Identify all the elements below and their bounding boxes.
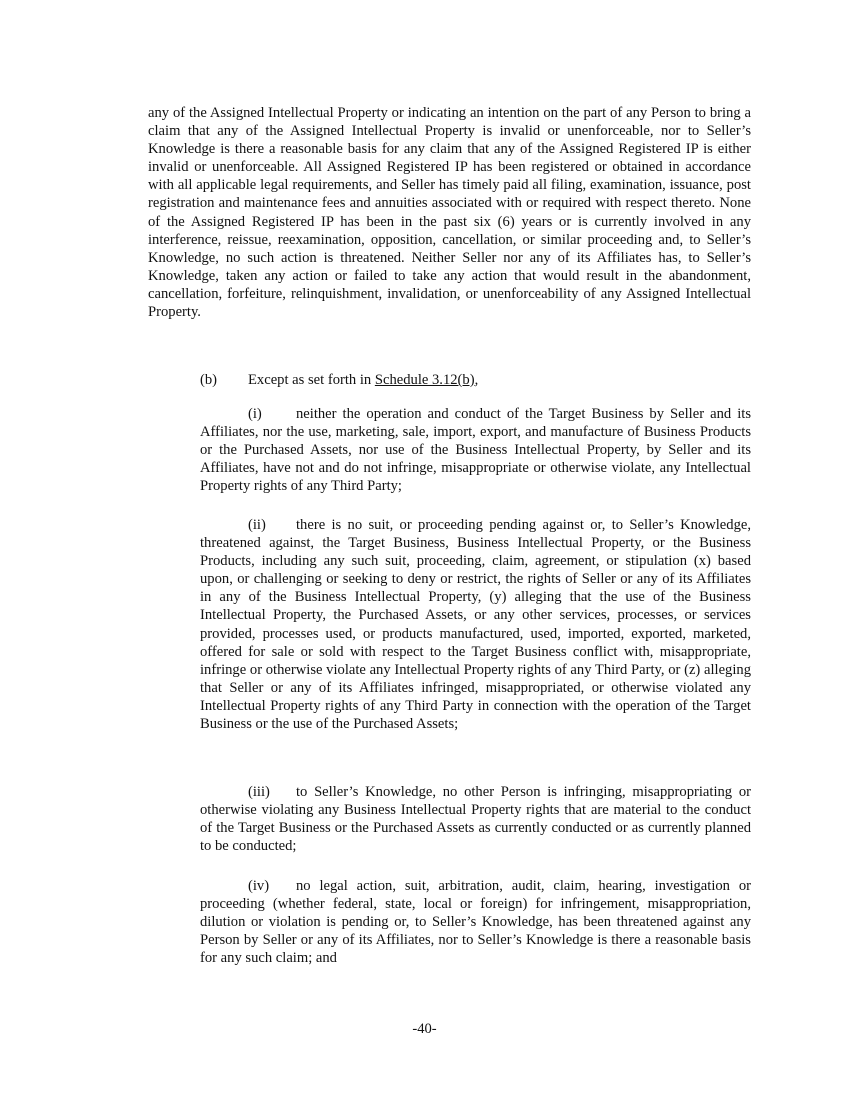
section-b-text: Except as set forth in <box>248 372 375 388</box>
section-b-heading <box>200 371 751 389</box>
section-b-label: (b) <box>200 372 218 388</box>
schedule-reference: Schedule 3.12(b) <box>374 372 475 388</box>
list-item-label: (iii) <box>248 784 270 800</box>
list-item-text: to Seller’s Knowledge, no other Person is infringing, misappropriating or otherwise violating any Business Intellectual Property rights that are material to the conduct of the Target Business or the Purchased Assets as currently conducted or as currently planned to be conducted; <box>200 784 751 855</box>
list-item-iv <box>200 877 751 967</box>
list-item-label: (ii) <box>248 517 266 533</box>
list-item-label: (i) <box>248 406 262 422</box>
list-item-i <box>200 405 751 495</box>
list-item-text: neither the operation and conduct of the Target Business by Seller and its Affiliates, nor the use, marketing, sale, import, export, and manufacture of Business Products or the Purchased Assets, nor use of the Business Intellectual Property, by Seller and its Affiliates, have not and do not infringe, misappropriate or otherwise violate, any Intellectual Property rights of any Third Party; <box>200 406 751 495</box>
body-paragraph: any of the Assigned Intellectual Property or indicating an intention on the part of any Person to bring a claim that any of the Assigned Intellectual Property is invalid or unenforceable, nor to Seller’s Knowledge is there a reasonable basis for any claim that any of the Assigned Registered IP is either invalid or unenforceable. All Assigned Registered IP has been registered or obtained in accordance with all applicable legal requirements, and Seller has timely paid all filing, examination, issuance, post registration and maintenance fees and annuities associated with or required with respect thereto. None of the Assigned Registered IP has been in the past six (6) years or is currently involved in any interference, reissue, reexamination, opposition, cancellation, or similar proceeding and, to Seller’s Knowledge, no such action is threatened. Neither Seller nor any of its Affiliates has, to Seller’s Knowledge, taken any action or failed to take any action that would result in the abandonment, cancellation, forfeiture, relinquishment, invalidation, or unenforceability of any Assigned Intellectual Property. <box>148 105 751 321</box>
page-number: -40- <box>412 1021 437 1037</box>
list-item-ii <box>200 516 751 733</box>
list-item-label: (iv) <box>248 878 270 894</box>
list-item-text: there is no suit, or proceeding pending against or, to Seller’s Knowledge, threatened against, the Target Business, Business Intellectual Property, or the Business Products, including any such suit, proceeding, claim, agreement, or stipulation (x) based upon, or challenging or seeking to deny or restrict, the rights of Seller or any of its Affiliates in any of the Business Intellectual Property, (y) alleging that the use of the Business Intellectual Property, the Purchased Assets, or any other services, processes, or services provided, processes used, or products manufactured, used, imported, exported, marketed, offered for sale or sold with respect to the Target Business conflict with, misappropriate, infringe or otherwise violate any Intellectual Property rights of any Third Party, or (z) alleging that Seller or any of its Affiliates infringed, misappropriated, or otherwise violated any Intellectual Property rights of any Third Party in connection with the operation of the Target Business or the use of the Purchased Assets; <box>200 517 751 733</box>
list-item-text: no legal action, suit, arbitration, audit, claim, hearing, investigation or proceeding (whether federal, state, local or foreign) for infringement, misappropriation, dilution or violation is pending or, to Seller’s Knowledge, has been threatened against any Person by Seller or any of its Affiliates, nor to Seller’s Knowledge is there a reasonable basis for any such claim; and <box>200 878 751 967</box>
list-item-iii <box>200 783 751 855</box>
section-b-trailing: , <box>474 372 479 388</box>
